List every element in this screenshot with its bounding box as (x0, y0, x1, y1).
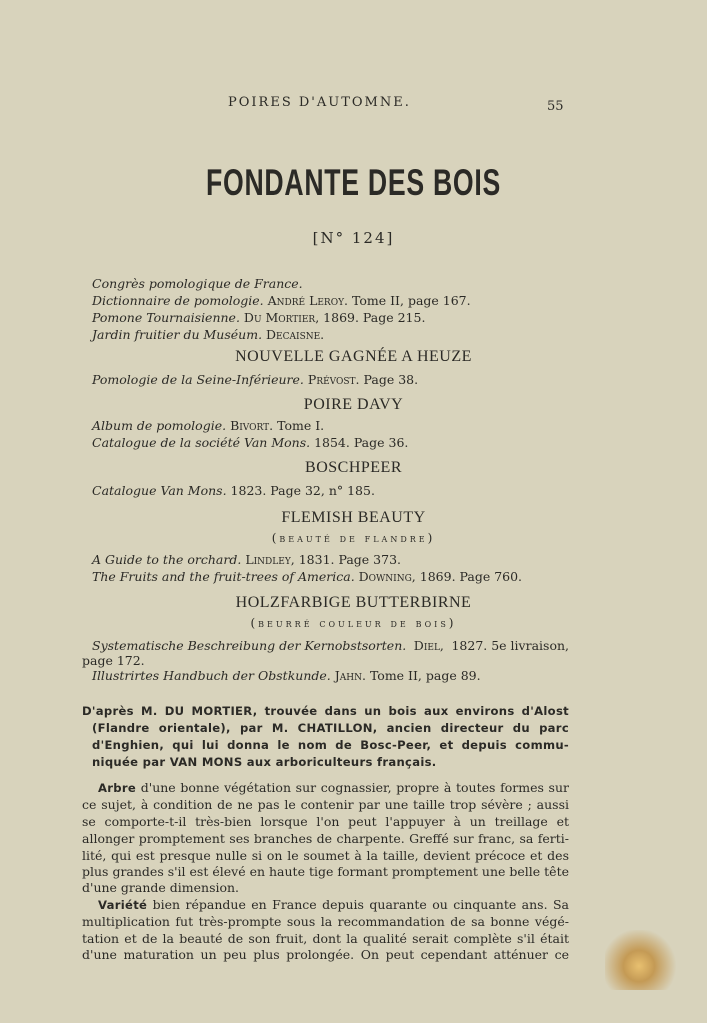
citation (92, 293, 471, 308)
citation-details: 1823. Page 32, n° 185. (230, 483, 375, 498)
citation-details: Tome II, page 89. (369, 668, 481, 683)
citation-title: Illustrirtes Handbuch der Obstkunde. (92, 668, 331, 683)
citation-details: Tome II, page 167. (352, 293, 471, 308)
synonym-heading: POIRE DAVY (303, 396, 404, 413)
citation-author: Bivort. (230, 418, 274, 433)
citation-author: Jahn. (334, 668, 366, 683)
synonym-heading: HOLZFARBIGE BUTTERBIRNE (235, 594, 472, 611)
citation (92, 276, 303, 291)
arbre-line: plus grandes s'il est élevé en haute tige formant promptement une belle tête (82, 864, 569, 879)
page-title: FONDANTE DES BOIS (206, 162, 501, 203)
synonym-heading: BOSCHPEER (305, 459, 402, 476)
arbre-line: se comporte-t-il très-bien lorsque l'on peut l'appuyer à un treillage et (82, 814, 569, 829)
citation (92, 435, 408, 450)
citation (92, 569, 522, 584)
citation-title: Catalogue Van Mons. (92, 483, 227, 498)
arbre-line: allonger promptement ses branches de charpente. Greffé sur franc, sa ferti- (82, 831, 569, 846)
citation-title: Album de pomologie. (92, 418, 227, 433)
citation-title: Pomone Tournaisienne. (92, 310, 240, 325)
citation-title: Catalogue de la société Van Mons. (92, 435, 311, 450)
arbre-line (98, 780, 569, 795)
citation-details: 1827. 5e livraison, (451, 638, 569, 653)
citation (92, 327, 324, 342)
citation (92, 638, 569, 653)
citation-continuation: page 172. (82, 653, 145, 668)
arbre-line: d'une grande dimension. (82, 880, 240, 895)
citation-author: Diel, (413, 638, 444, 653)
synonym-heading: NOUVELLE GAGNÉE A HEUZE (235, 348, 472, 365)
citation-author: Downing, (358, 569, 416, 584)
citation-details: 1854. Page 36. (314, 435, 409, 450)
fruit-thumbnail (605, 930, 690, 990)
citation-author: Lindley, (245, 552, 295, 567)
citation-title: Pomologie de la Seine-Inférieure. (92, 372, 304, 387)
arbre-line: lité, qui est presque nulle si on le soumet à la taille, devient précoce et des (82, 848, 569, 863)
citation-details: Page 38. (363, 372, 419, 387)
citation (92, 418, 324, 433)
running-title: POIRES D'AUTOMNE. (228, 95, 411, 110)
citation-author: Du Mortier, (243, 310, 320, 325)
variete-text: bien répandue en France depuis quarante ou cinquante ans. Sa (152, 897, 569, 912)
synonym-subheading: (beauté de flandre) (271, 531, 436, 545)
arbre-text: d'une bonne végétation sur cognassier, propre à toutes formes sur (140, 780, 569, 795)
citation-details: Tome I. (277, 418, 325, 433)
synonym-subheading: (beurré couleur de bois) (250, 616, 457, 630)
arbre-label: Arbre (98, 781, 137, 795)
citation-author: Decaisne. (266, 327, 325, 342)
citation (92, 372, 418, 387)
citation (92, 552, 401, 567)
citation (92, 668, 481, 683)
citation-title: Systematische Beschreibung der Kernobstsorten. (92, 638, 407, 653)
variete-label: Variété (98, 898, 148, 912)
origin-line: d'Enghien, qui lui donna le nom de Bosc-Peer, et depuis commu- (92, 738, 569, 752)
synonym-heading: FLEMISH BEAUTY (281, 509, 426, 526)
citation-title: Congrès pomologique de France. (92, 276, 303, 291)
origin-line: niquée par VAN MONS aux arboriculteurs français. (92, 755, 437, 769)
citation-title: The Fruits and the fruit-trees of America. (92, 569, 355, 584)
citation-details: 1869. Page 760. (419, 569, 523, 584)
citation-title: Jardin fruitier du Muséum. (92, 327, 263, 342)
citation-title: A Guide to the orchard. (92, 552, 242, 567)
variete-line: d'une maturation un peu plus prolongée. On peut cependant atténuer ce (82, 947, 569, 962)
variete-line: tation et de la beauté de son fruit, dont la qualité serait complète s'il était (82, 931, 569, 946)
variete-line: multiplication fut très-prompte sous la recommandation de sa bonne végé- (82, 914, 569, 929)
citation (92, 310, 425, 325)
citation-author: André Leroy. (267, 293, 349, 308)
variete-line (98, 897, 569, 912)
page-number: 55 (547, 99, 564, 114)
citation-details: 1869. Page 215. (323, 310, 426, 325)
variety-number: [N° 124] (312, 229, 395, 247)
citation-details: 1831. Page 373. (298, 552, 401, 567)
arbre-line: ce sujet, à condition de ne pas le contenir par une taille trop sévère ; aussi (82, 797, 569, 812)
citation-title: Dictionnaire de pomologie. (92, 293, 264, 308)
origin-line: D'après M. DU MORTIER, trouvée dans un bois aux environs d'Alost (82, 704, 569, 718)
citation (92, 483, 375, 498)
citation-author: Prévost. (307, 372, 360, 387)
origin-line: (Flandre orientale), par M. CHATILLON, ancien directeur du parc (92, 721, 569, 735)
